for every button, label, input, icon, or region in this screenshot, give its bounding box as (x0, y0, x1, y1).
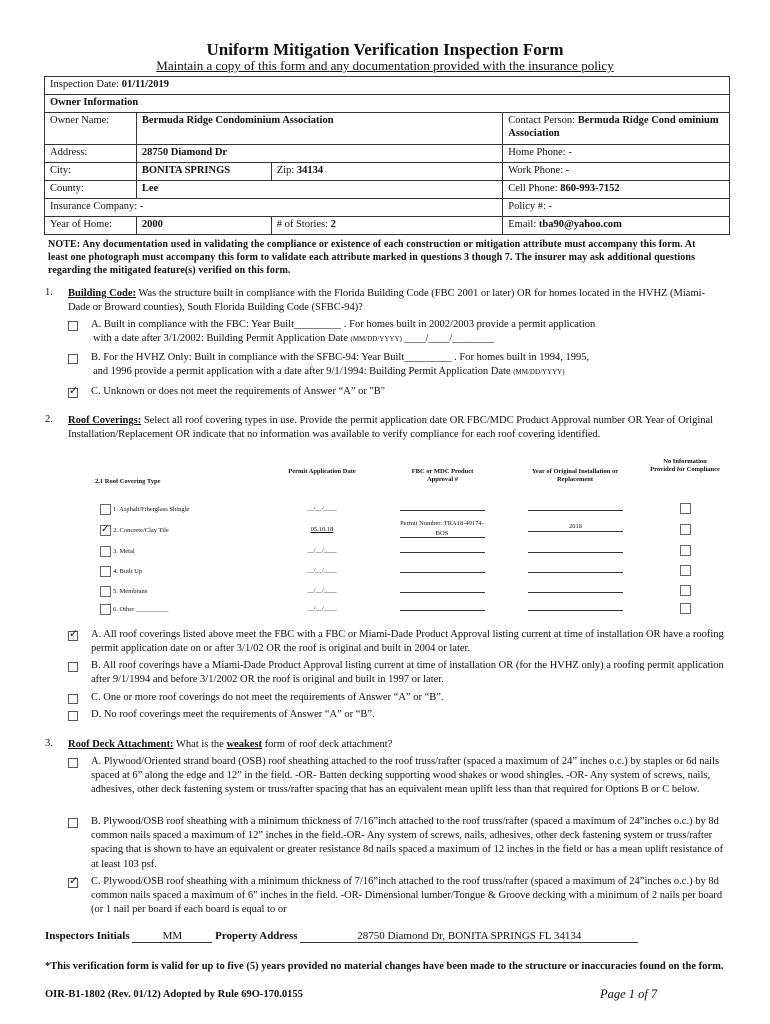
email-value: tba90@yahoo.com (538, 219, 622, 230)
stories-value: 2 (330, 219, 336, 230)
q1-b-line2 (91, 365, 731, 379)
q1-b-option (91, 351, 731, 379)
roof-type-checkbox[interactable] (100, 566, 111, 577)
q1-text (68, 287, 718, 315)
roof-col-year: Year of Original Installation or Replacement (531, 468, 619, 484)
roof-noinfo-checkbox[interactable] (680, 524, 691, 535)
q3-b-option: B. Plywood/OSB roof sheathing with a minimum thickness of 7/16”inch attached to the roof truss/rafter (spaced a maximum of 24”inches o.c.) by 8d common nails spaced a maximum of 12” inches in the field.-OR- Any system of screws, nails, adhesives, other deck fastening system or truss/rafter spacing that is shown to have an equivalent or greater resistance 8d nails spaced a maximum of 12 inches in the field or has a mean uplift resistance of at least 103 psf. (91, 816, 724, 870)
q3-text-post: form of roof deck attachment? (264, 739, 393, 750)
cell-phone-value: 860-993-7152 (560, 183, 620, 194)
home-phone-label: Home Phone: (508, 147, 566, 158)
roof-permit-date[interactable]: __/__/____ (307, 605, 337, 612)
owner-name-label: Owner Name: (45, 113, 137, 145)
roof-year-line (528, 552, 623, 553)
cell-phone-label: Cell Phone: (508, 183, 558, 194)
q2-b-checkbox[interactable] (68, 662, 78, 672)
roof-col-permit: Permit Application Date (288, 468, 356, 475)
q1-a-line1: A. Built in compliance with the FBC: Year Built_________ . For homes built in 2002/2003 provide a permit application (91, 319, 596, 330)
city-label: City: (45, 163, 137, 181)
roof-permit-date[interactable]: __/__/____ (307, 547, 337, 554)
work-phone-value: - (565, 165, 570, 176)
page-number: Page 1 of 7 (600, 987, 658, 1001)
contact-label: Contact Person: (508, 115, 576, 126)
roof-permit-date[interactable]: __/__/____ (307, 505, 337, 512)
q2-text (68, 414, 722, 442)
initials-value[interactable]: MM (132, 930, 212, 943)
email-cell (503, 217, 730, 235)
roof-type-checkbox[interactable] (100, 586, 111, 597)
q3-b-checkbox[interactable] (68, 818, 78, 828)
roof-permit-date[interactable]: __/__/____ (307, 567, 337, 574)
checkmark-icon: ✓ (101, 524, 110, 535)
q3-a-checkbox[interactable] (68, 758, 78, 768)
roof-col-fbc: FBC or MDC Product Approval # (411, 468, 474, 484)
cell-phone-cell (503, 181, 730, 199)
q3-c-option: C. Plywood/OSB roof sheathing with a minimum thickness of 7/16”inch attached to the roof truss/rafter (spaced a maximum of 24”inches o.c.) by 8d common nails spaced a maximum of 6” inches in the field. -OR- Dimensional lumber/Tongue & Groove decking with a minimum of 2 nails per board (or 1 nail per board if each board is equal to or (91, 876, 723, 916)
roof-type-checkbox[interactable] (100, 546, 111, 557)
year-label: Year of Home: (45, 217, 137, 235)
zip-label: Zip: (276, 165, 295, 176)
q2-c-option: C. One or more roof coverings do not meet the requirements of Answer “A” or “B”. (91, 692, 444, 703)
q1-b-line1: B. For the HVHZ Only: Built in compliance with the SFBC-94: Year Built_________ . For homes built in 1994, 1995, (91, 352, 590, 363)
roof-fbc-line (400, 592, 485, 593)
roof-noinfo-checkbox[interactable] (680, 503, 691, 514)
roof-year-line (528, 610, 623, 611)
roof-fbc-line (400, 610, 485, 611)
city-value: BONITA SPRINGS (136, 163, 271, 181)
checkmark-icon: ✓ (69, 385, 79, 397)
roof-type-label: 2. Concrete/Clay Tile (113, 527, 169, 534)
q1-a-checkbox[interactable] (68, 321, 78, 331)
owner-info-heading: Owner Information (45, 95, 730, 113)
q1-b-date-format: (MM/DD/YYYY) (513, 368, 565, 377)
stories-label: # of Stories: (276, 219, 329, 230)
roof-type-label: 6. Other __________ (113, 606, 169, 613)
roof-year-line (528, 510, 623, 511)
roof-type-label: 1. Asphalt/Fiberglass Shingle (113, 506, 190, 513)
stories-cell (271, 217, 503, 235)
roof-noinfo-checkbox[interactable] (680, 545, 691, 556)
home-phone-value: - (568, 147, 572, 158)
insurance-cell (45, 199, 503, 217)
contact-value: Bermuda Ridge Cond ominium Association (508, 115, 719, 140)
zip-cell (271, 163, 503, 181)
county-value: Lee (136, 181, 502, 199)
roof-fbc-number[interactable]: Permit Number: TRA18-49174-BOS (400, 520, 484, 538)
q1-c-option: C. Unknown or does not meet the requirements of Answer “A” or "B" (91, 386, 386, 397)
q2-a-option: A. All roof coverings listed above meet the FBC with a FBC or Miami-Dade Product Approval listing current at time of installation OR have a roofing permit application date on or after 3/1/02 OR the roof is original and built in 2004 or later. (91, 629, 724, 655)
work-phone-label: Work Phone: (508, 165, 564, 176)
insurance-value: - (139, 201, 144, 212)
q1-b-line2-text: and 1996 provide a permit application with a date after 9/1/1994: Building Permit Application Date (93, 366, 511, 378)
address-value: 28750 Diamond Dr (136, 145, 502, 163)
q2-b-option: B. All roof coverings have a Miami-Dade Product Approval listing current at time of installation OR (for the HVHZ only) a roofing permit application after 9/1/1994 and before 3/1/2002 OR the roof is original and built in 1997 or later. (91, 660, 724, 686)
roof-type-label: 3. Metal (113, 548, 135, 555)
roof-type-checkbox[interactable] (100, 504, 111, 515)
inspector-line (45, 930, 745, 943)
q3-weakest: weakest (226, 739, 263, 750)
roof-noinfo-checkbox[interactable] (680, 603, 691, 614)
address-label: Address: (45, 145, 137, 163)
q1-a-line2-text: with a date after 3/1/2002: Building Permit Application Date (93, 333, 348, 345)
q2-c-checkbox[interactable] (68, 694, 78, 704)
q1-a-line2 (91, 332, 731, 346)
q2-heading: Roof Coverings: (68, 415, 142, 426)
q1-number: 1. (45, 287, 53, 298)
form-id: OIR-B1-1802 (Rev. 01/12) Adopted by Rule 69O-170.0155 (45, 989, 303, 1000)
zip-value: 34134 (296, 165, 324, 176)
q3-a-option: A. Plywood/Oriented strand board (OSB) roof sheathing attached to the roof truss/rafter (spaced a maximum of 24” inches o.c.) by staples or 6d nails spaced at 6” along the edge and 12” in the field. -OR- Batten decking supporting wood shakes or wood shingles. -OR- Any system of screws, nails, adhesives, other deck fastening system or truss/rafter spacing that has an equivalent mean uplift less than that required for Options B or C below. (91, 756, 720, 796)
roof-type-checkbox[interactable] (100, 604, 111, 615)
contact-cell (503, 113, 730, 145)
q1-b-checkbox[interactable] (68, 354, 78, 364)
county-label: County: (45, 181, 137, 199)
roof-year-line (528, 531, 623, 532)
year-value: 2000 (136, 217, 271, 235)
checkmark-icon: ✓ (69, 628, 79, 640)
validity-note: *This verification form is valid for up to five (5) years provided no material changes have been made to the structure or inaccuracies found on the form. (45, 961, 724, 972)
inspection-date-value: 01/11/2019 (121, 79, 169, 90)
q1-a-date-blank: ____/____/________ (404, 333, 495, 345)
q3-number: 3. (45, 738, 53, 749)
q2-number: 2. (45, 414, 53, 425)
roof-fbc-line (400, 552, 485, 553)
roof-fbc-line (400, 537, 485, 538)
insurance-label: Insurance Company: (50, 201, 138, 212)
q2-d-option: D. No roof coverings meet the requirements of Answer “A” or “B”. (91, 709, 375, 720)
q1-body: Was the structure built in compliance with the Florida Building Code (FBC 2001 or later) OR for homes located in the HVHZ (Miami-Dade or Broward counties), South Florida Building Code (SFBC-94)? (68, 288, 706, 314)
initials-label: Inspectors Initials (45, 930, 130, 942)
policy-cell (503, 199, 730, 217)
policy-value: - (548, 201, 553, 212)
owner-info-table (44, 76, 730, 235)
property-address-label: Property Address (215, 930, 298, 942)
owner-name-value: Bermuda Ridge Condominium Association (136, 113, 502, 145)
q3-text-pre: What is the (176, 739, 224, 750)
roof-noinfo-checkbox[interactable] (680, 565, 691, 576)
q1-heading: Building Code: (68, 288, 136, 299)
roof-year-line (528, 592, 623, 593)
email-label: Email: (508, 219, 537, 230)
q1-a-option (91, 318, 731, 346)
roof-fbc-line (400, 572, 485, 573)
checkmark-icon: ✓ (69, 875, 79, 887)
q3-text (68, 738, 718, 752)
roof-year-line (528, 572, 623, 573)
q2-body: Select all roof covering types in use. Provide the permit application date OR FBC/MDC Product Approval number OR Year of Original Installation/Replacement OR indicate that no information was available to verify compliance for each roof covering identified. (68, 415, 714, 441)
form-subtitle: Maintain a copy of this form and any documentation provided with the insurance policy (156, 58, 614, 73)
roof-year-value[interactable]: 2018 (569, 523, 582, 530)
note-paragraph: NOTE: Any documentation used in validating the compliance or existence of each construction or mitigation attribute must accompany this form. At least one photograph must accompany this form to validate each attribute marked in questions 3 though 7. The insurer may ask additional questions regarding the mitigated feature(s) verified on this form. (48, 239, 696, 276)
roof-permit-date[interactable]: __/__/____ (307, 587, 337, 594)
roof-type-label: 5. Membrane (113, 588, 148, 595)
q2-d-checkbox[interactable] (68, 711, 78, 721)
roof-col-type: 2.1 Roof Covering Type (95, 478, 161, 485)
roof-permit-date[interactable]: 05.10.18 (310, 526, 334, 533)
policy-label: Policy #: (508, 201, 546, 212)
roof-type-label: 4. Built Up (113, 568, 143, 575)
home-phone-cell (503, 145, 730, 163)
property-address-value[interactable]: 28750 Diamond Dr, BONITA SPRINGS FL 34134 (300, 930, 638, 943)
roof-col-noinfo: No Information Provided for Compliance (650, 458, 720, 474)
q1-a-date-format: (MM/DD/YYYY) (350, 335, 402, 344)
work-phone-cell (503, 163, 730, 181)
form-title: Uniform Mitigation Verification Inspection Form (206, 40, 564, 59)
inspection-date-label: Inspection Date: (50, 79, 120, 90)
q3-heading: Roof Deck Attachment: (68, 739, 174, 750)
roof-fbc-line (400, 510, 485, 511)
inspection-date-cell (45, 77, 730, 95)
roof-noinfo-checkbox[interactable] (680, 585, 691, 596)
